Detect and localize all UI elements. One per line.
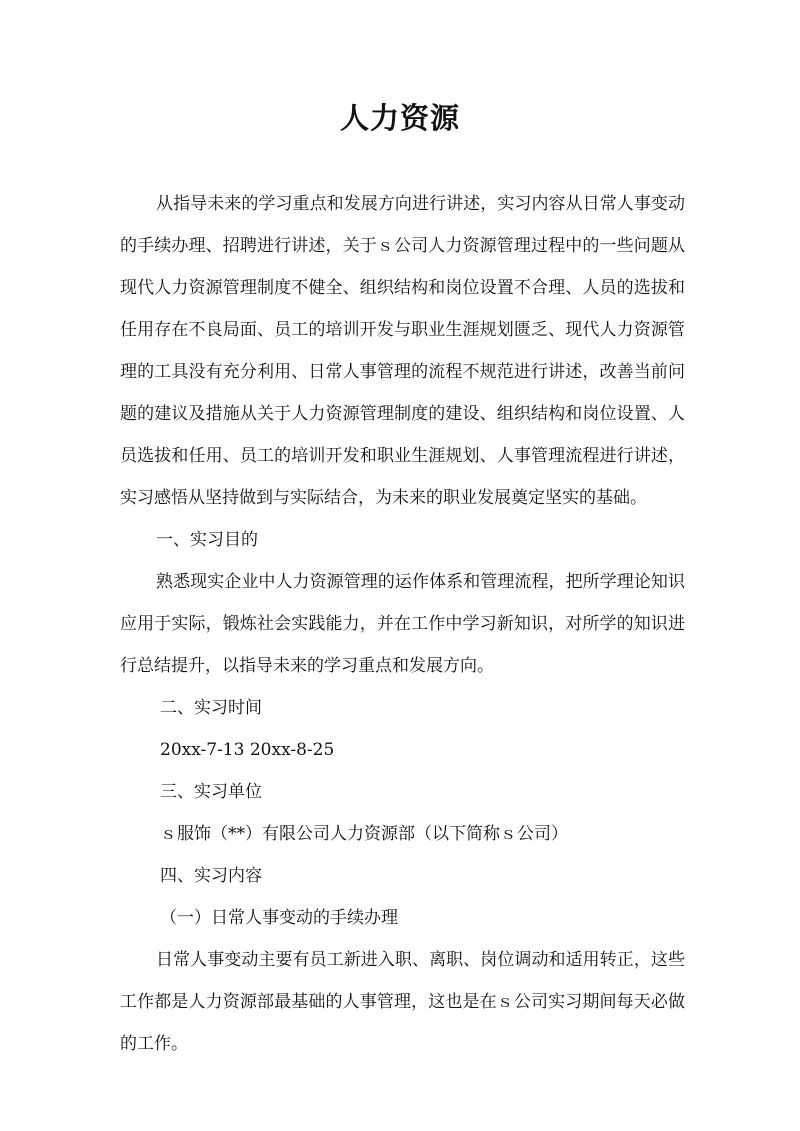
subsection-heading-personnel: （一）日常人事变动的手续办理 [160, 908, 398, 928]
purpose-paragraph: 熟悉现实企业中人力资源管理的运作体系和管理流程，把所学理论知识应用于实际，锻炼社会实践能力，并在工作中学习新知识，对所学的知识进行总结提升，以指导未来的学习重点和发展方向。 [120, 572, 685, 676]
document-body [120, 183, 685, 1065]
intro-paragraph: 从指导未来的学习重点和发展方向进行讲述，实习内容从日常人事变动的手续办理、招聘进行讲述，关于ｓ公司人力资源管理过程中的一些问题从现代人力资源管理制度不健全、组织结构和岗位设置不合理、人员的选拔和任用存在不良局面、员工的培训开发与职业生涯规划匮乏、现代人力资源管理的工具没有充分利用、日常人事管理的流程不规范进行讲述，改善当前问题的建议及措施从关于人力资源管理制度的建设、组织结构和岗位设置、人员选拔和任用、员工的培训开发和职业生涯规划、人事管理流程进行讲述，实习感悟从坚持做到与实际结合，为未来的职业发展奠定坚实的基础。 [120, 194, 685, 508]
internship-dates: 20xx-7-13 20xx-8-25 [160, 740, 335, 760]
content-paragraph: 日常人事变动主要有员工新进入职、离职、岗位调动和适用转正，这些工作都是人力资源部最基础的人事管理，这也是在ｓ公司实习期间每天必做的工作。 [120, 950, 685, 1054]
section-heading-purpose: 一、实习目的 [156, 530, 258, 550]
section-heading-content: 四、实习内容 [160, 866, 262, 886]
document-title: 人力资源 [339, 101, 460, 135]
section-heading-time: 二、实习时间 [160, 698, 262, 718]
internship-unit: ｓ服饰（**）有限公司人力资源部（以下简称ｓ公司） [160, 824, 568, 844]
section-heading-unit: 三、实习单位 [160, 782, 262, 802]
